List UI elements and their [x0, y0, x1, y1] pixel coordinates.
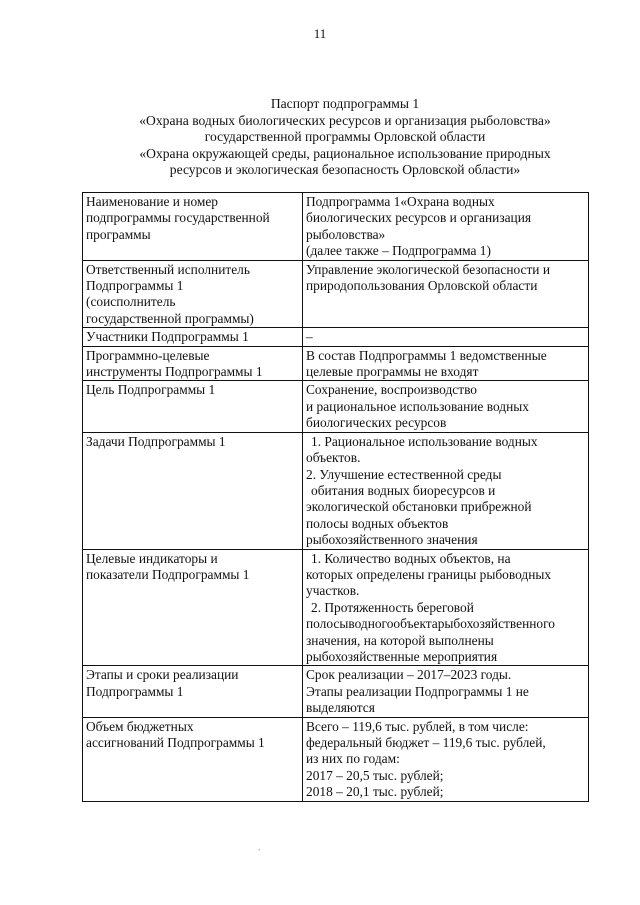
row-label-cell: [83, 346, 303, 381]
label-line: подпрограммы государственной: [86, 210, 270, 226]
value-line: значения, на которой выполнены: [306, 632, 494, 648]
value-line: объектов.: [306, 450, 361, 466]
label-line: Участники Подпрограммы 1: [86, 329, 249, 345]
row-value-cell: [303, 346, 589, 381]
value-line: биологических ресурсов и организация: [306, 210, 532, 226]
label-line: ассигнований Подпрограммы 1: [86, 735, 265, 750]
value-line: 1. Рациональное использование водных: [311, 433, 538, 449]
value-line: 2018 – 20,1 тыс. рублей;: [306, 784, 444, 800]
row-value-cell: [303, 717, 589, 801]
label-line: (соисполнитель: [86, 294, 176, 310]
row-value-cell: [303, 260, 589, 328]
table-row: [83, 432, 589, 549]
label-line: Подпрограммы 1: [86, 278, 184, 294]
label-line: Целевые индикаторы и: [86, 550, 218, 566]
title-line: «Охрана водных биологических ресурсов и организация рыболовства»: [139, 112, 551, 128]
row-label-cell: [83, 328, 303, 346]
table-row: [83, 381, 589, 432]
row-value-cell: [303, 549, 589, 666]
value-line: Всего – 119,6 тыс. рублей, в том числе:: [306, 718, 529, 734]
title-line: Паспорт подпрограммы 1: [270, 96, 420, 111]
value-line: целевые программы не входят: [306, 364, 479, 380]
value-line: 2. Улучшение естественной среды: [306, 466, 502, 482]
value-line: полосыводногообъектарыбохозяйственного: [306, 616, 555, 632]
row-label-cell: [83, 666, 303, 717]
value-line: Срок реализации – 2017–2023 годы.: [306, 667, 512, 683]
table-row: [83, 666, 589, 717]
table-row: [83, 717, 589, 801]
row-value-cell: [303, 381, 589, 432]
value-line: Этапы реализации Подпрограммы 1 не: [306, 683, 529, 699]
label-line: показатели Подпрограммы 1: [86, 566, 250, 582]
row-label-cell: [83, 193, 303, 261]
title-line: ресурсов и экологическая безопасность Орловской области»: [169, 162, 521, 178]
value-line: биологических ресурсов: [306, 415, 447, 431]
label-line: Объем бюджетных: [86, 718, 194, 734]
label-line: Этапы и сроки реализации: [86, 667, 239, 683]
value-line: рыбохозяйственного значения: [306, 532, 478, 548]
value-line: федеральный бюджет – 119,6 тыс. рублей,: [306, 735, 546, 750]
label-line: Ответственный исполнитель: [86, 261, 250, 277]
value-line: 2. Протяженность береговой: [311, 599, 474, 615]
value-line: выделяются: [306, 700, 375, 716]
table-row: [83, 346, 589, 381]
label-line: Наименование и номер: [86, 194, 219, 209]
value-line: экологической обстановки прибрежной: [306, 499, 532, 515]
table-row: [83, 193, 589, 261]
row-label-cell: [83, 549, 303, 666]
title-line: государственной программы Орловской области: [204, 129, 486, 145]
value-line: Подпрограмма 1«Охрана водных: [306, 194, 495, 209]
value-line: Управление экологической безопасности и: [306, 261, 550, 277]
value-line: полосы водных объектов: [306, 515, 449, 531]
value-line: обитания водных биоресурсов и: [311, 482, 496, 498]
row-label-cell: [83, 260, 303, 328]
value-line: –: [306, 329, 313, 345]
value-line: участков.: [306, 583, 360, 599]
label-line: Цель Подпрограммы 1: [86, 382, 216, 398]
document-title: [60, 96, 630, 179]
title-line: «Охрана окружающей среды, рациональное использование природных: [139, 145, 551, 161]
value-line: которых определены границы рыбоводных: [306, 566, 552, 582]
label-line: Программно-целевые: [86, 347, 210, 363]
value-line: 2017 – 20,5 тыс. рублей;: [306, 767, 444, 783]
value-line: В состав Подпрограммы 1 ведомственные: [306, 347, 547, 363]
scan-mark: `: [258, 848, 261, 857]
row-value-cell: [303, 432, 589, 549]
table-row: [83, 328, 589, 346]
table-row: [83, 260, 589, 328]
row-label-cell: [83, 381, 303, 432]
row-label-cell: [83, 432, 303, 549]
passport-table: [82, 192, 589, 802]
table-row: [83, 549, 589, 666]
value-line: и рациональное использование водных: [306, 398, 529, 414]
label-line: инструменты Подпрограммы 1: [86, 364, 263, 380]
value-line: рыбохозяйственные мероприятия: [306, 648, 498, 664]
value-line: из них по годам:: [306, 751, 400, 767]
label-line: Задачи Подпрограммы 1: [86, 433, 226, 449]
page-number: 11: [313, 26, 327, 41]
row-value-cell: [303, 193, 589, 261]
value-line: рыболовства»: [306, 226, 386, 242]
value-line: (далее также – Подпрограмма 1): [306, 243, 491, 259]
value-line: 1. Количество водных объектов, на: [311, 550, 511, 566]
row-label-cell: [83, 717, 303, 801]
label-line: программы: [86, 226, 151, 242]
label-line: государственной программы): [86, 310, 254, 326]
row-value-cell: [303, 666, 589, 717]
value-line: природопользования Орловской области: [306, 278, 538, 294]
label-line: Подпрограммы 1: [86, 683, 184, 699]
value-line: Сохранение, воспроизводство: [306, 382, 477, 398]
row-value-cell: [303, 328, 589, 346]
